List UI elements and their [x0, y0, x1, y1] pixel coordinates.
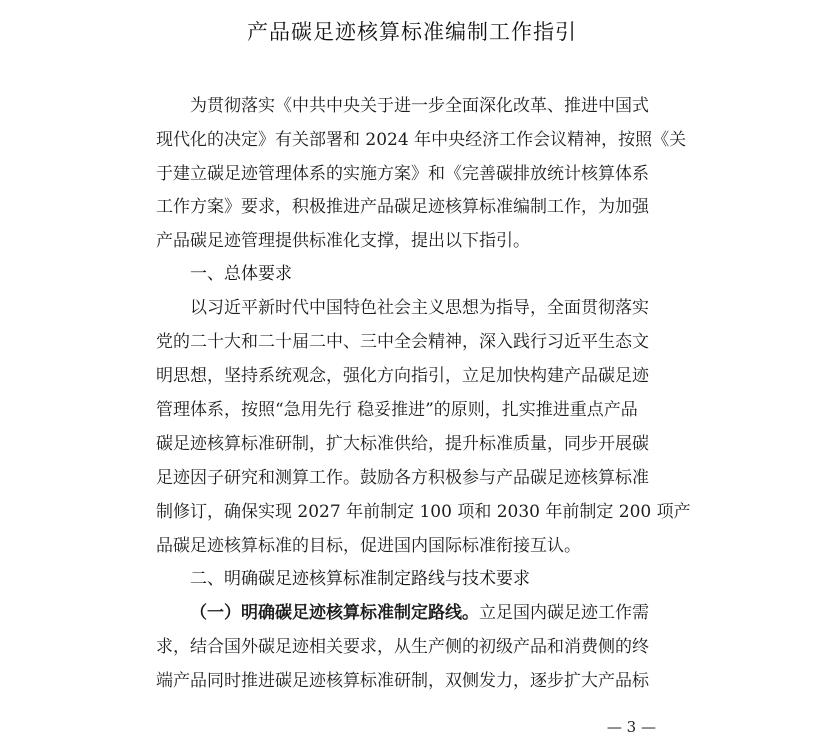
body-line: 管理体系，按照“急用先行 稳妥推进”的原则，扎实推进重点产品	[156, 400, 638, 420]
section-heading: 一、总体要求	[190, 264, 292, 284]
body-line: 端产品同时推进碳足迹核算标准研制，双侧发力，逐步扩大产品标	[156, 671, 649, 691]
body-line: 碳足迹核算标准研制，扩大标准供给，提升标准质量，同步开展碳	[156, 434, 649, 454]
intro-line: 为贯彻落实《中共中央关于进一步全面深化改革、推进中国式	[190, 96, 649, 116]
body-line: 党的二十大和二十届二中、三中全会精神，深入践行习近平生态文	[156, 332, 649, 352]
body-line: 求，结合国外碳足迹相关要求，从生产侧的初级产品和消费侧的终	[156, 637, 649, 657]
subsection-text: 立足国内碳足迹工作需	[479, 603, 649, 623]
intro-line: 产品碳足迹管理提供标准化支撑，提出以下指引。	[156, 231, 530, 251]
body-line: 足迹因子研究和测算工作。鼓励各方积极参与产品碳足迹核算标准	[156, 468, 649, 488]
intro-line: 工作方案》要求，积极推进产品碳足迹核算标准编制工作，为加强	[156, 197, 649, 217]
subsection-title: （一）明确碳足迹核算标准制定路线。	[190, 603, 479, 623]
document-title: 产品碳足迹核算标准编制工作指引	[247, 20, 577, 44]
subsection-line	[190, 603, 649, 623]
body-line: 品碳足迹核算标准的目标，促进国内国际标准衔接互认。	[156, 536, 581, 556]
body-line: 以习近平新时代中国特色社会主义思想为指导，全面贯彻落实	[190, 298, 649, 318]
body-line: 制修订，确保实现 2027 年前制定 100 项和 2030 年前制定 200 项产	[156, 502, 691, 522]
body-line: 明思想，坚持系统观念，强化方向指引，立足加快构建产品碳足迹	[156, 366, 649, 386]
intro-line: 于建立碳足迹管理体系的实施方案》和《完善碳排放统计核算体系	[156, 164, 649, 184]
page-number: — 3 —	[606, 718, 656, 736]
intro-line: 现代化的决定》有关部署和 2024 年中央经济工作会议精神，按照《关	[156, 130, 687, 150]
section-heading: 二、明确碳足迹核算标准制定路线与技术要求	[190, 569, 530, 589]
